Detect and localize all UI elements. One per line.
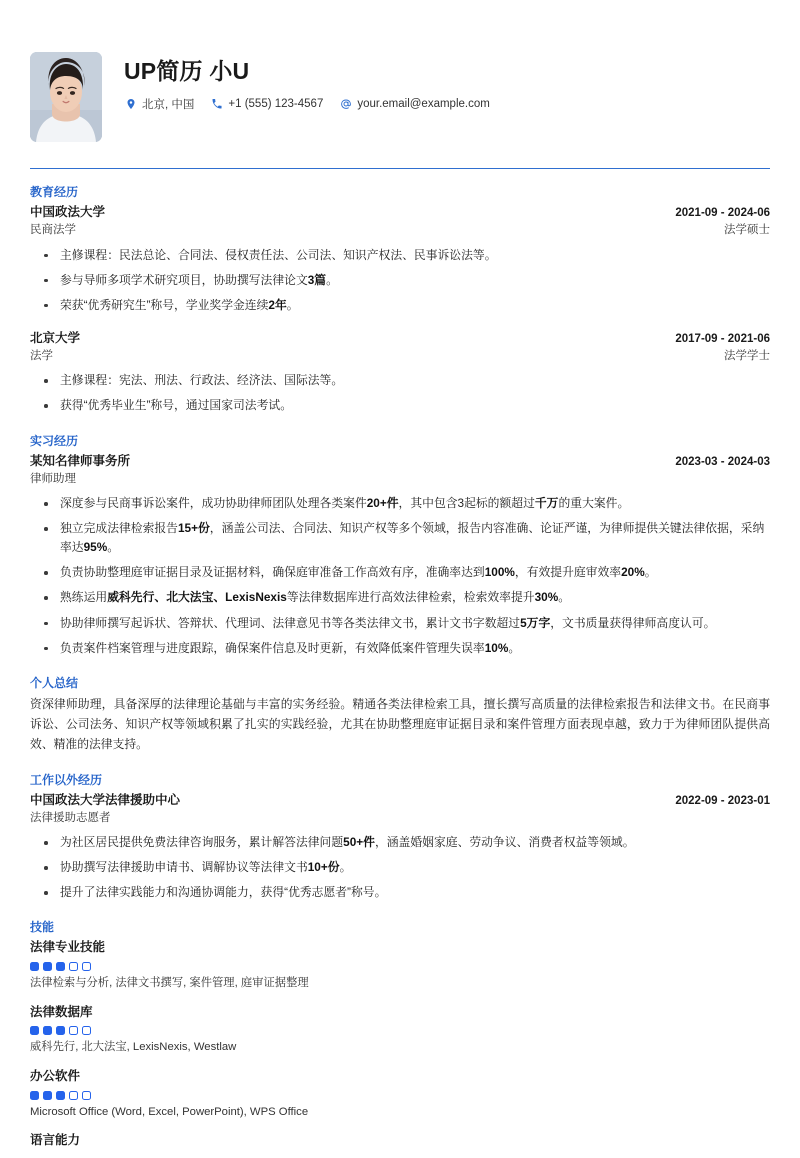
skill-name: 法律专业技能 <box>30 940 106 955</box>
contact-email <box>339 98 489 111</box>
contact-list <box>124 96 506 112</box>
skill-items: 法律检索与分析, 法律文书撰写, 案件管理, 庭审证据整理 <box>30 977 309 990</box>
contact-location-value: 北京, 中国 <box>142 99 195 112</box>
rating-dot-filled <box>43 1026 52 1035</box>
contact-location <box>124 96 194 112</box>
section-title-internship: 实习经历 <box>30 433 79 448</box>
internship-bullets <box>30 494 770 658</box>
education-bullets <box>30 371 770 415</box>
skill-rating <box>30 962 770 971</box>
bullet-item: 参与导师多项学术研究项目，协助撰写法律论文3篇。 <box>30 271 770 290</box>
skill-name: 办公软件 <box>30 1068 81 1083</box>
contact-phone-value: +1 (555) 123-4567 <box>228 98 324 111</box>
profile-photo <box>30 52 102 142</box>
skill-block <box>30 1003 770 1057</box>
skill-block <box>30 1067 770 1121</box>
extracurricular-date: 2022-09 - 2023-01 <box>675 794 770 807</box>
identity-block <box>124 52 506 112</box>
extracurricular-entry <box>30 791 770 903</box>
rating-dot-filled <box>56 1091 65 1100</box>
education-date: 2021-09 - 2024-06 <box>675 207 770 219</box>
bullet-item: 协助律师撰写起诉状、答辩状、代理词、法律意见书等各类法律文书，累计文书字数超过5万字，文书质量获得律师高度认可。 <box>30 614 770 633</box>
section-title-skills: 技能 <box>30 920 55 935</box>
internship-role: 律师助理 <box>30 472 76 485</box>
bullet-item: 负责协助整理庭审证据目录及证据材料，确保庭审准备工作高效有序，准确率达到100%，有效提升庭审效率20%。 <box>30 563 770 582</box>
bullet-item: 深度参与民商事诉讼案件，成功协助律师团队处理各类案件20+件，其中包含3起标的额超过千万的重大案件。 <box>30 494 770 513</box>
rating-dot-filled <box>30 1091 39 1100</box>
rating-dot-filled <box>30 1026 39 1035</box>
education-entry <box>30 203 770 315</box>
education-bullets <box>30 246 770 315</box>
summary-text: 资深律师助理，具备深厚的法律理论基础与丰富的实务经验。精通各类法律检索工具，擅长撰写高质量的法律检索报告和法律文书。在民商事诉讼、公司法务、知识产权等领域积累了扎实的实践经验，尤其在协助整理庭审证据目录和案件管理方面表现卓越，致力于为律师团队提供高效、精准的法律支持。 <box>30 696 770 752</box>
section-title-education: 教育经历 <box>30 185 79 199</box>
section-summary <box>30 674 770 755</box>
bullet-item: 主修课程：民法总论、合同法、侵权责任法、公司法、知识产权法、民事诉讼法等。 <box>30 246 770 265</box>
section-internship <box>30 432 770 658</box>
education-date: 2017-09 - 2021-06 <box>675 332 770 345</box>
skill-block <box>30 938 770 992</box>
extracurricular-role: 法律援助志愿者 <box>30 811 111 824</box>
phone-icon <box>210 98 223 111</box>
skill-name: 法律数据库 <box>30 1004 93 1019</box>
internship-org: 某知名律师事务所 <box>30 453 131 468</box>
contact-phone <box>210 98 323 111</box>
bullet-item: 主修课程：宪法、刑法、行政法、经济法、国际法等。 <box>30 371 770 390</box>
skill-rating <box>30 1026 770 1035</box>
rating-dot-empty <box>69 1091 78 1100</box>
bullet-item: 荣获“优秀研究生”称号，学业奖学金连续2年。 <box>30 296 770 315</box>
skill-block <box>30 1131 770 1150</box>
bullet-item: 提升了法律实践能力和沟通协调能力，获得“优秀志愿者”称号。 <box>30 883 770 902</box>
extracurricular-bullets <box>30 833 770 902</box>
education-org: 北京大学 <box>30 330 81 345</box>
rating-dot-filled <box>56 962 65 971</box>
bullet-item: 协助撰写法律援助申请书、调解协议等法律文书10+份。 <box>30 858 770 877</box>
rating-dot-filled <box>56 1026 65 1035</box>
bullet-item: 为社区居民提供免费法律咨询服务，累计解答法律问题50+件，涵盖婚姻家庭、劳动争议、消费者权益等领域。 <box>30 833 770 852</box>
section-title-extracurricular: 工作以外经历 <box>30 772 103 787</box>
education-org: 中国政法大学 <box>30 205 106 219</box>
education-degree: 法学硕士 <box>724 224 770 237</box>
candidate-name: UP简历 小U <box>124 58 250 84</box>
rating-dot-empty <box>69 962 78 971</box>
rating-dot-filled <box>30 962 39 971</box>
resume-header <box>30 52 770 168</box>
section-extracurricular <box>30 771 770 903</box>
skill-rating <box>30 1091 770 1100</box>
education-entry <box>30 329 770 416</box>
skill-items: Microsoft Office (Word, Excel, PowerPoint), WPS Office <box>30 1105 309 1118</box>
rating-dot-empty <box>69 1026 78 1035</box>
internship-entry <box>30 452 770 658</box>
section-title-summary: 个人总结 <box>30 675 79 690</box>
email-at-icon <box>339 98 352 111</box>
skill-name: 语言能力 <box>30 1133 81 1148</box>
rating-dot-empty <box>82 1091 91 1100</box>
extracurricular-org: 中国政法大学法律援助中心 <box>30 792 181 807</box>
rating-dot-filled <box>43 962 52 971</box>
section-skills <box>30 918 770 1150</box>
bullet-item: 获得“优秀毕业生”称号，通过国家司法考试。 <box>30 396 770 415</box>
rating-dot-filled <box>43 1091 52 1100</box>
section-education <box>30 183 770 416</box>
contact-email-value: your.email@example.com <box>357 98 490 111</box>
skill-items: 威科先行, 北大法宝, LexisNexis, Westlaw <box>30 1041 237 1054</box>
bullet-item: 独立完成法律检索报告15+份，涵盖公司法、合同法、知识产权等多个领域，报告内容准确、论证严谨，为律师提供关键法律依据，采纳率达95%。 <box>30 519 770 557</box>
internship-date: 2023-03 - 2024-03 <box>675 455 770 468</box>
header-divider <box>30 168 770 169</box>
skills-list <box>30 938 770 1150</box>
bullet-item: 负责案件档案管理与进度跟踪，确保案件信息及时更新，有效降低案件管理失误率10%。 <box>30 639 770 658</box>
rating-dot-empty <box>82 962 91 971</box>
location-pin-icon <box>124 98 137 111</box>
bullet-item: 熟练运用威科先行、北大法宝、LexisNexis等法律数据库进行高效法律检索，检索效率提升30%。 <box>30 588 770 607</box>
education-major: 法学 <box>30 350 53 363</box>
education-degree: 法学学士 <box>724 350 770 363</box>
rating-dot-empty <box>82 1026 91 1035</box>
education-major: 民商法学 <box>30 224 76 237</box>
